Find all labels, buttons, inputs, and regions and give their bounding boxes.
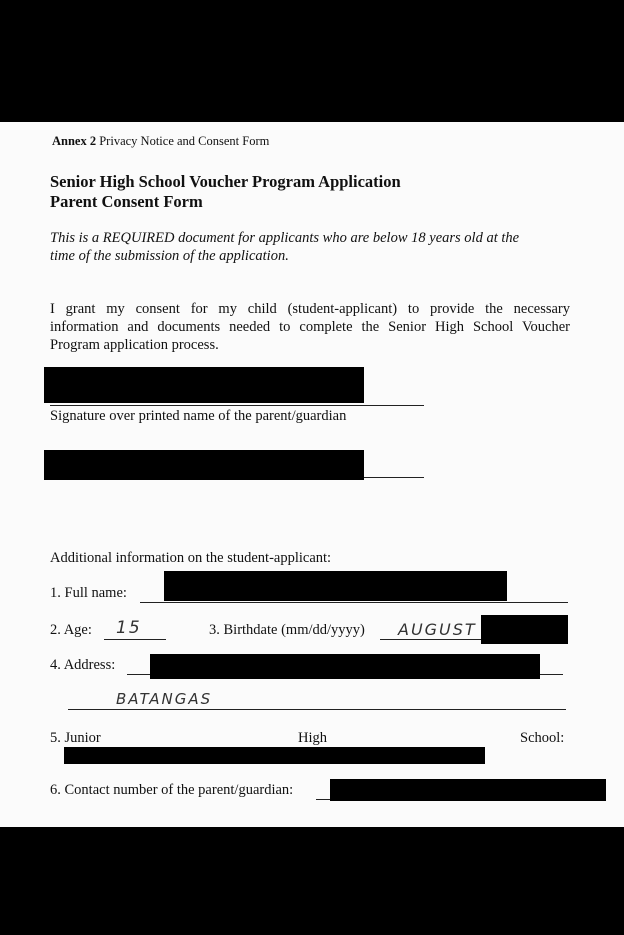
consent-statement-line-1: I grant my consent for my child (student-applicant) to provide the necessary (50, 301, 570, 317)
redacted-full-name (164, 571, 507, 601)
redacted-jhs (64, 747, 485, 764)
redacted-date (44, 450, 364, 480)
full-name-label: 1. Full name: (50, 585, 127, 601)
redacted-address (150, 654, 540, 679)
contact-label: 6. Contact number of the parent/guardian: (50, 782, 294, 798)
annex-header (52, 134, 269, 149)
birthdate-label: 3. Birthdate (mm/dd/yyyy) (209, 622, 365, 638)
annex-label: Annex 2 (52, 134, 97, 148)
form-subtitle: Parent Consent Form (50, 192, 203, 211)
consent-statement-line-3: Program application process. (50, 337, 219, 353)
redacted-contact (330, 779, 606, 801)
redacted-signature (44, 367, 364, 403)
jhs-label-school: School: (520, 730, 565, 746)
age-line (104, 639, 166, 640)
form-title: Senior High School Voucher Program Application (50, 172, 401, 191)
signature-line (50, 405, 424, 406)
additional-info-heading: Additional information on the student-applicant: (50, 550, 332, 566)
redacted-birthdate (481, 615, 568, 644)
jhs-label-high: High (298, 730, 327, 746)
address-line-2 (68, 709, 566, 710)
address-value: BATANGAS (116, 690, 213, 708)
full-name-line (140, 602, 568, 603)
address-label: 4. Address: (50, 657, 116, 673)
consent-statement-line-2: information and documents needed to complete the Senior High School Voucher (50, 319, 570, 335)
required-note-line-2: time of the submission of the application. (50, 248, 289, 264)
date-line (364, 477, 424, 478)
required-note-line-1: This is a REQUIRED document for applicants who are below 18 years old at the (50, 230, 520, 246)
birthdate-value: AUGUST (398, 620, 477, 639)
annex-text: Privacy Notice and Consent Form (99, 134, 270, 148)
jhs-label-junior: 5. Junior (50, 730, 101, 746)
age-value: 15 (116, 618, 142, 638)
consent-form-page (0, 122, 624, 827)
age-label: 2. Age: (50, 622, 92, 638)
signature-label: Signature over printed name of the parent/guardian (50, 408, 347, 424)
